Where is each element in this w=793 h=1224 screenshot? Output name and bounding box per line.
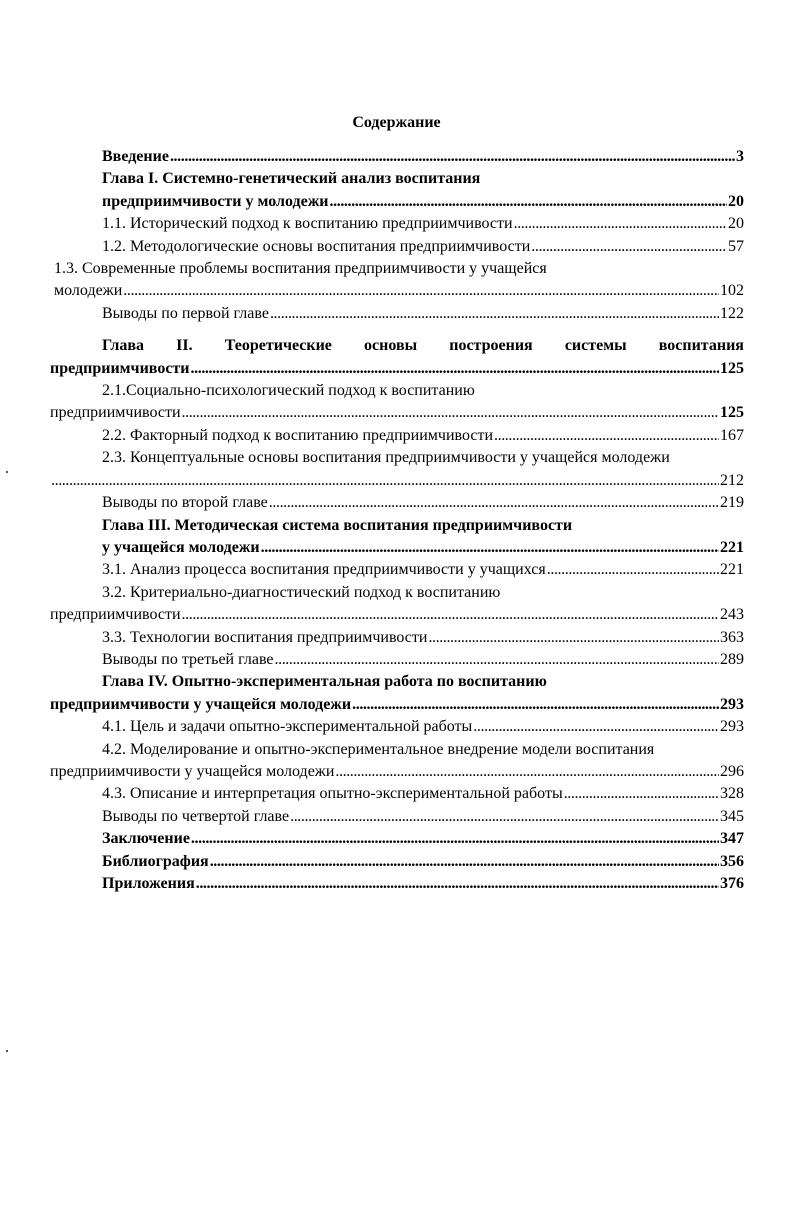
toc-entry-1-2[interactable] bbox=[50, 236, 744, 258]
dot-leader bbox=[494, 425, 719, 447]
toc-entry-conclusions-3[interactable] bbox=[50, 649, 744, 671]
heading-word: построения bbox=[449, 337, 533, 355]
toc-entry-title: молодежи bbox=[54, 282, 123, 300]
toc-page-number: 122 bbox=[720, 304, 744, 322]
toc-page-number: 221 bbox=[720, 538, 744, 556]
dot-leader bbox=[261, 537, 719, 559]
toc-entry-2-3[interactable] bbox=[50, 470, 744, 492]
heading-word: Глава bbox=[102, 337, 144, 355]
toc-entry-title: 4.3. Описание и интерпретация опытно-экспериментальной работы bbox=[102, 785, 563, 803]
dot-leader bbox=[428, 627, 719, 649]
dot-leader bbox=[51, 470, 719, 492]
toc-entry-title: 1.2. Методологические основы воспитания предприимчивости bbox=[102, 237, 531, 255]
toc-entry-title: Библиография bbox=[102, 852, 209, 870]
toc-entry-1-1[interactable] bbox=[50, 213, 744, 235]
toc-page-number: 167 bbox=[720, 426, 744, 444]
toc-entry-conclusions-2[interactable] bbox=[50, 492, 744, 514]
dot-leader bbox=[270, 303, 719, 325]
dot-leader bbox=[514, 213, 727, 235]
toc-entry-title: предприимчивости bbox=[50, 606, 181, 624]
toc-page-number: 20 bbox=[728, 215, 744, 233]
toc-entry-title: 3.1. Анализ процесса воспитания предприимчивости у учащихся bbox=[102, 561, 546, 579]
dot-leader bbox=[335, 761, 719, 783]
toc-chapter-2-heading[interactable] bbox=[50, 335, 744, 357]
dot-leader bbox=[269, 492, 719, 514]
dot-leader bbox=[191, 828, 719, 850]
heading-word: воспитания bbox=[658, 337, 744, 355]
toc-page-number: 328 bbox=[720, 785, 744, 803]
scan-speck bbox=[6, 471, 8, 473]
toc-page-number: 125 bbox=[720, 359, 744, 377]
toc-page-number: 221 bbox=[720, 561, 744, 579]
toc-page-number: 212 bbox=[720, 471, 744, 489]
toc-page-number: 243 bbox=[720, 606, 744, 624]
toc-page-number: 376 bbox=[720, 875, 744, 892]
toc-entry-title: Выводы по третьей главе bbox=[102, 650, 274, 668]
spacer bbox=[50, 325, 744, 335]
dot-leader bbox=[352, 694, 719, 716]
toc-entry-chapter-4[interactable] bbox=[50, 694, 744, 716]
dot-leader bbox=[330, 191, 727, 213]
toc-entry-conclusions-1[interactable] bbox=[50, 303, 744, 325]
dot-leader bbox=[564, 783, 719, 805]
toc-entry-chapter-1[interactable] bbox=[50, 191, 744, 213]
toc-entry-bibliography[interactable] bbox=[50, 851, 744, 873]
dot-leader bbox=[191, 358, 719, 380]
toc-entry-3-3[interactable] bbox=[50, 627, 744, 649]
toc-entry-title: Введение bbox=[102, 148, 169, 165]
toc-page-number: 293 bbox=[720, 695, 744, 713]
toc-entry-4-2-line1[interactable]: 4.2. Моделирование и опытно-экспериментальное внедрение модели воспитания bbox=[102, 740, 655, 758]
dot-leader bbox=[196, 873, 719, 895]
toc-entry-chapter-3[interactable] bbox=[50, 537, 744, 559]
toc-entry-title: Выводы по четвертой главе bbox=[102, 807, 290, 825]
toc-entry-4-1[interactable] bbox=[50, 716, 744, 738]
toc-entry-3-2-line1[interactable]: 3.2. Критериально-диагностический подход к воспитанию bbox=[102, 583, 501, 601]
dot-leader bbox=[473, 716, 719, 738]
toc-chapter-3-heading[interactable]: Глава III. Методическая система воспитания предприимчивости bbox=[102, 516, 573, 534]
page-title: Содержание bbox=[352, 114, 441, 131]
toc-chapter-1-heading[interactable]: Глава I. Системно-генетический анализ воспитания bbox=[102, 170, 481, 188]
toc-page-number: 20 bbox=[728, 192, 744, 210]
toc-page-number: 57 bbox=[728, 237, 744, 255]
toc-entry-title: Выводы по первой главе bbox=[102, 304, 269, 322]
toc-entry-appendices[interactable] bbox=[50, 873, 744, 895]
dot-leader bbox=[547, 559, 719, 581]
toc-entry-conclusions-4[interactable] bbox=[50, 806, 744, 828]
toc-page-number: 125 bbox=[720, 404, 744, 422]
toc-page-number: 356 bbox=[720, 852, 744, 870]
toc-page-number: 293 bbox=[720, 718, 744, 736]
dot-leader bbox=[123, 280, 719, 302]
toc-entry-2-3-line1[interactable]: 2.3. Концептуальные основы воспитания предприимчивости у учащейся молодежи bbox=[102, 449, 670, 467]
toc-entry-title: 4.1. Цель и задачи опытно-экспериментальной работы bbox=[102, 718, 473, 736]
toc-entry-1-3-line1[interactable]: 1.3. Современные проблемы воспитания предприимчивости у учащейся bbox=[54, 260, 547, 278]
toc-page-number: 3 bbox=[736, 148, 744, 165]
heading-word: основы bbox=[364, 337, 418, 355]
toc-chapter-4-heading[interactable]: Глава IV. Опытно-экспериментальная работа по воспитанию bbox=[102, 673, 547, 691]
heading-word: системы bbox=[564, 337, 627, 355]
toc-entry-3-1[interactable] bbox=[50, 559, 744, 581]
toc-entry-title: 3.3. Технологии воспитания предприимчивости bbox=[102, 628, 428, 646]
toc-page-number: 102 bbox=[720, 282, 744, 300]
dot-leader bbox=[531, 236, 727, 258]
toc-page-number: 345 bbox=[720, 807, 744, 825]
toc-entry-title: предприимчивости у учащейся молодежи bbox=[50, 762, 335, 780]
toc-entry-2-2[interactable] bbox=[50, 425, 744, 447]
toc-entry-chapter-2[interactable] bbox=[50, 358, 744, 380]
heading-word: Теоретические bbox=[224, 337, 332, 355]
toc-entry-intro[interactable] bbox=[50, 146, 744, 168]
toc-entry-title: у учащейся молодежи bbox=[102, 538, 260, 556]
toc-entry-title: предприимчивости bbox=[50, 359, 190, 377]
toc-page-number: 347 bbox=[720, 830, 744, 848]
scan-speck bbox=[6, 1050, 8, 1052]
dot-leader bbox=[170, 146, 735, 168]
toc-entry-title: предприимчивости у молодежи bbox=[102, 192, 329, 210]
dot-leader bbox=[182, 604, 719, 626]
toc-entry-title: Выводы по второй главе bbox=[102, 494, 268, 512]
toc-entry-4-3[interactable] bbox=[50, 783, 744, 805]
toc-page-number: 296 bbox=[720, 762, 744, 780]
toc-page-number: 219 bbox=[720, 494, 744, 512]
toc-entry-3-2[interactable] bbox=[50, 604, 744, 626]
dot-leader bbox=[182, 402, 719, 424]
toc-page-number: 363 bbox=[720, 628, 744, 646]
toc-entry-title: 2.2. Факторный подход к воспитанию предприимчивости bbox=[102, 426, 493, 444]
dot-leader bbox=[290, 806, 719, 828]
table-of-contents bbox=[50, 146, 744, 895]
dot-leader bbox=[275, 649, 720, 671]
toc-entry-4-2[interactable] bbox=[50, 761, 744, 783]
heading-word: II. bbox=[176, 337, 193, 355]
toc-entry-title: Заключение bbox=[102, 830, 190, 848]
toc-entry-title: 1.1. Исторический подход к воспитанию предприимчивости bbox=[102, 215, 513, 233]
toc-entry-2-1[interactable] bbox=[50, 402, 744, 424]
toc-entry-title: Приложения bbox=[102, 875, 195, 892]
toc-entry-title: предприимчивости у учащейся молодежи bbox=[50, 695, 352, 713]
toc-entry-conclusion[interactable] bbox=[50, 828, 744, 850]
toc-entry-2-1-line1[interactable]: 2.1.Социально-психологический подход к воспитанию bbox=[102, 382, 475, 400]
toc-entry-title: предприимчивости bbox=[50, 404, 181, 422]
toc-page-number: 289 bbox=[720, 650, 744, 668]
toc-entry-1-3[interactable] bbox=[50, 280, 744, 302]
dot-leader bbox=[210, 851, 719, 873]
